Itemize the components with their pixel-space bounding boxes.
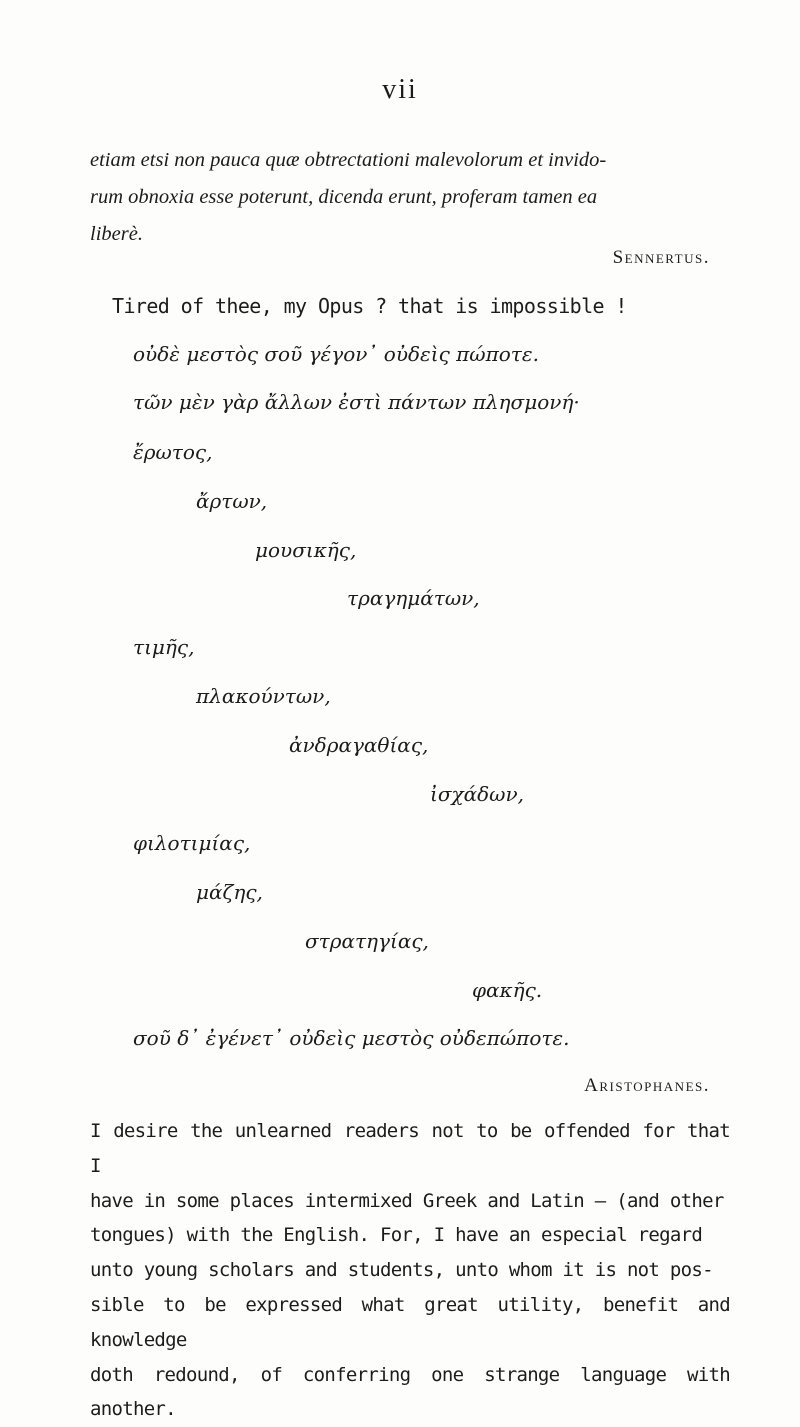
- greek-line-12: μάζης,: [196, 880, 263, 904]
- english-line: Tired of thee, my Opus ? that is impossible !: [112, 294, 627, 318]
- latin-attribution: Sennertus.: [612, 247, 710, 268]
- greek-line-3: ἔρωτος,: [133, 440, 213, 464]
- greek-line-14: φακῆς.: [472, 978, 543, 1002]
- latin-line-2: rum obnoxia esse poterunt, dicenda erunt, proferam tamen ea: [90, 186, 598, 208]
- paragraph-line-3: tongues) with the English. For, I have an especial regard: [90, 1224, 703, 1247]
- paragraph-line-5: sible to be expressed what great utility, benefit and knowledge: [90, 1293, 730, 1351]
- greek-line-5: μουσικῆς,: [255, 538, 357, 562]
- greek-line-1: οὐδὲ μεστὸς σοῦ γέγον᾽ οὐδεὶς πώποτε.: [133, 342, 539, 366]
- greek-line-10: ἰσχάδων,: [430, 782, 524, 806]
- greek-line-6: τραγημάτων,: [347, 586, 480, 610]
- greek-line-2: τῶν μὲν γὰρ ἄλλων ἐστὶ πάντων πλησμονή·: [133, 390, 580, 414]
- page-number: vii: [382, 74, 418, 105]
- greek-line-13: στρατηγίας,: [305, 929, 429, 953]
- greek-attribution: Aristophanes.: [584, 1075, 710, 1096]
- paragraph-line-6: doth redound, of conferring one strange language with another.: [90, 1363, 730, 1421]
- greek-line-11: φιλοτιμίας,: [133, 831, 251, 855]
- latin-line-3: liberè.: [90, 223, 143, 245]
- greek-line-15: σοῦ δ᾽ ἐγένετ᾽ οὐδεὶς μεστὸς οὐδεπώποτε.: [133, 1026, 570, 1050]
- greek-line-7: τιμῆς,: [133, 635, 195, 659]
- paragraph-line-1: I desire the unlearned readers not to be offended for that I: [90, 1120, 730, 1177]
- latin-quote: [90, 142, 730, 253]
- greek-line-4: ἄρτων,: [196, 489, 268, 513]
- greek-line-9: ἀνδραγαθίας,: [289, 733, 429, 757]
- closing-paragraph: [90, 1114, 730, 1427]
- paragraph-line-2: have in some places intermixed Greek and Latin — (and other: [90, 1189, 724, 1212]
- paragraph-line-4: unto young scholars and students, unto whom it is not pos-: [90, 1259, 713, 1282]
- greek-line-8: πλακούντων,: [196, 684, 331, 708]
- latin-line-1: etiam etsi non pauca quæ obtrectationi malevolorum et invido-: [90, 149, 607, 171]
